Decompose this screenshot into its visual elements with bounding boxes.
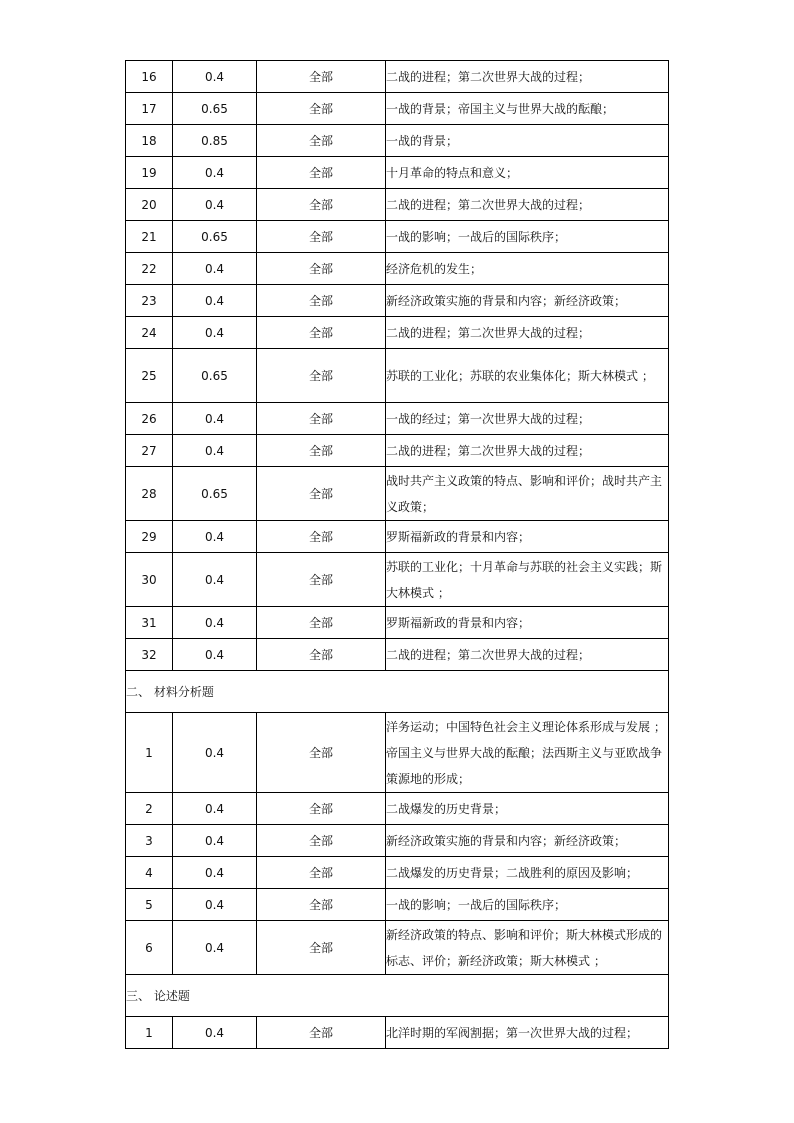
knowledge-points: 新经济政策实施的背景和内容；新经济政策；: [386, 285, 669, 317]
score-value: 0.4: [173, 157, 257, 189]
table-row: [126, 553, 669, 607]
scope-value: 全部: [257, 125, 386, 157]
question-number: 29: [126, 521, 173, 553]
table-row: [126, 607, 669, 639]
scope-value: 全部: [257, 435, 386, 467]
question-number: 24: [126, 317, 173, 349]
knowledge-points: 战时共产主义政策的特点、影响和评价；战时共产主义政策；: [386, 467, 669, 521]
scope-value: 全部: [257, 253, 386, 285]
question-number: 3: [126, 825, 173, 857]
question-number: 6: [126, 921, 173, 975]
knowledge-points: 二战的进程；第二次世界大战的过程；: [386, 61, 669, 93]
score-value: 0.4: [173, 317, 257, 349]
score-value: 0.65: [173, 93, 257, 125]
score-value: 0.4: [173, 713, 257, 793]
question-number: 27: [126, 435, 173, 467]
table-row: [126, 349, 669, 403]
knowledge-points: 二战的进程；第二次世界大战的过程；: [386, 189, 669, 221]
score-value: 0.4: [173, 793, 257, 825]
score-value: 0.4: [173, 403, 257, 435]
knowledge-points: 一战的背景；: [386, 125, 669, 157]
knowledge-points: 罗斯福新政的背景和内容；: [386, 607, 669, 639]
knowledge-points: 经济危机的发生；: [386, 253, 669, 285]
scope-value: 全部: [257, 93, 386, 125]
table-row: [126, 125, 669, 157]
knowledge-points: 洋务运动；中国特色社会主义理论体系形成与发展 ；帝国主义与世界大战的酝酿；法西斯主义与亚欧战争策源地的形成；: [386, 713, 669, 793]
scope-value: 全部: [257, 1017, 386, 1049]
knowledge-points: 苏联的工业化；十月革命与苏联的社会主义实践；斯大林模式 ；: [386, 553, 669, 607]
table-row: [126, 157, 669, 189]
table-row: [126, 285, 669, 317]
scope-value: 全部: [257, 467, 386, 521]
question-number: 23: [126, 285, 173, 317]
question-number: 25: [126, 349, 173, 403]
score-value: 0.4: [173, 189, 257, 221]
scope-value: 全部: [257, 61, 386, 93]
scope-value: 全部: [257, 857, 386, 889]
scope-value: 全部: [257, 921, 386, 975]
knowledge-points: 新经济政策的特点、影响和评价；斯大林模式形成的标志、评价；新经济政策；斯大林模式 ；: [386, 921, 669, 975]
table-row: [126, 713, 669, 793]
knowledge-points: 一战的影响；一战后的国际秩序；: [386, 889, 669, 921]
question-number: 30: [126, 553, 173, 607]
question-analysis-table: [125, 60, 669, 1049]
scope-value: 全部: [257, 889, 386, 921]
score-value: 0.4: [173, 521, 257, 553]
scope-value: 全部: [257, 713, 386, 793]
table-row: [126, 793, 669, 825]
score-value: 0.4: [173, 553, 257, 607]
knowledge-points: 一战的背景；帝国主义与世界大战的酝酿；: [386, 93, 669, 125]
section-title-material-analysis: 二、 材料分析题: [126, 671, 669, 713]
score-value: 0.4: [173, 435, 257, 467]
score-value: 0.65: [173, 221, 257, 253]
question-number: 2: [126, 793, 173, 825]
question-number: 31: [126, 607, 173, 639]
knowledge-points: 罗斯福新政的背景和内容；: [386, 521, 669, 553]
question-number: 20: [126, 189, 173, 221]
scope-value: 全部: [257, 317, 386, 349]
table-row: [126, 639, 669, 671]
score-value: 0.4: [173, 921, 257, 975]
knowledge-points: 新经济政策实施的背景和内容；新经济政策；: [386, 825, 669, 857]
knowledge-points: 二战的进程；第二次世界大战的过程；: [386, 435, 669, 467]
table-row: [126, 317, 669, 349]
score-value: 0.4: [173, 825, 257, 857]
score-value: 0.65: [173, 349, 257, 403]
scope-value: 全部: [257, 793, 386, 825]
scope-value: 全部: [257, 607, 386, 639]
scope-value: 全部: [257, 639, 386, 671]
table-row: [126, 1017, 669, 1049]
knowledge-points: 苏联的工业化；苏联的农业集体化；斯大林模式 ；: [386, 349, 669, 403]
question-number: 22: [126, 253, 173, 285]
score-value: 0.65: [173, 467, 257, 521]
table-row: [126, 253, 669, 285]
question-number: 18: [126, 125, 173, 157]
section-header-row: [126, 671, 669, 713]
table-row: [126, 467, 669, 521]
scope-value: 全部: [257, 349, 386, 403]
score-value: 0.4: [173, 61, 257, 93]
question-number: 1: [126, 713, 173, 793]
question-number: 16: [126, 61, 173, 93]
knowledge-points: 一战的影响；一战后的国际秩序；: [386, 221, 669, 253]
scope-value: 全部: [257, 825, 386, 857]
question-number: 19: [126, 157, 173, 189]
scope-value: 全部: [257, 403, 386, 435]
score-value: 0.4: [173, 889, 257, 921]
table-row: [126, 825, 669, 857]
score-value: 0.85: [173, 125, 257, 157]
score-value: 0.4: [173, 607, 257, 639]
question-number: 4: [126, 857, 173, 889]
knowledge-points: 二战的进程；第二次世界大战的过程；: [386, 639, 669, 671]
table-row: [126, 889, 669, 921]
knowledge-points: 北洋时期的军阀割据；第一次世界大战的过程；: [386, 1017, 669, 1049]
score-value: 0.4: [173, 253, 257, 285]
table-row: [126, 221, 669, 253]
score-value: 0.4: [173, 639, 257, 671]
question-number: 1: [126, 1017, 173, 1049]
table-row: [126, 521, 669, 553]
table-row: [126, 921, 669, 975]
knowledge-points: 十月革命的特点和意义；: [386, 157, 669, 189]
table-row: [126, 435, 669, 467]
question-number: 28: [126, 467, 173, 521]
table-row: [126, 61, 669, 93]
question-number: 26: [126, 403, 173, 435]
scope-value: 全部: [257, 221, 386, 253]
knowledge-points: 一战的经过；第一次世界大战的过程；: [386, 403, 669, 435]
scope-value: 全部: [257, 285, 386, 317]
question-number: 17: [126, 93, 173, 125]
section-header-row: [126, 975, 669, 1017]
table-row: [126, 857, 669, 889]
scope-value: 全部: [257, 157, 386, 189]
knowledge-points: 二战的进程；第二次世界大战的过程；: [386, 317, 669, 349]
question-number: 32: [126, 639, 173, 671]
knowledge-points: 二战爆发的历史背景；二战胜利的原因及影响；: [386, 857, 669, 889]
table-row: [126, 93, 669, 125]
scope-value: 全部: [257, 553, 386, 607]
question-number: 21: [126, 221, 173, 253]
scope-value: 全部: [257, 189, 386, 221]
knowledge-points: 二战爆发的历史背景；: [386, 793, 669, 825]
score-value: 0.4: [173, 1017, 257, 1049]
table-row: [126, 189, 669, 221]
table-row: [126, 403, 669, 435]
score-value: 0.4: [173, 285, 257, 317]
scope-value: 全部: [257, 521, 386, 553]
score-value: 0.4: [173, 857, 257, 889]
question-number: 5: [126, 889, 173, 921]
section-title-essay: 三、 论述题: [126, 975, 669, 1017]
